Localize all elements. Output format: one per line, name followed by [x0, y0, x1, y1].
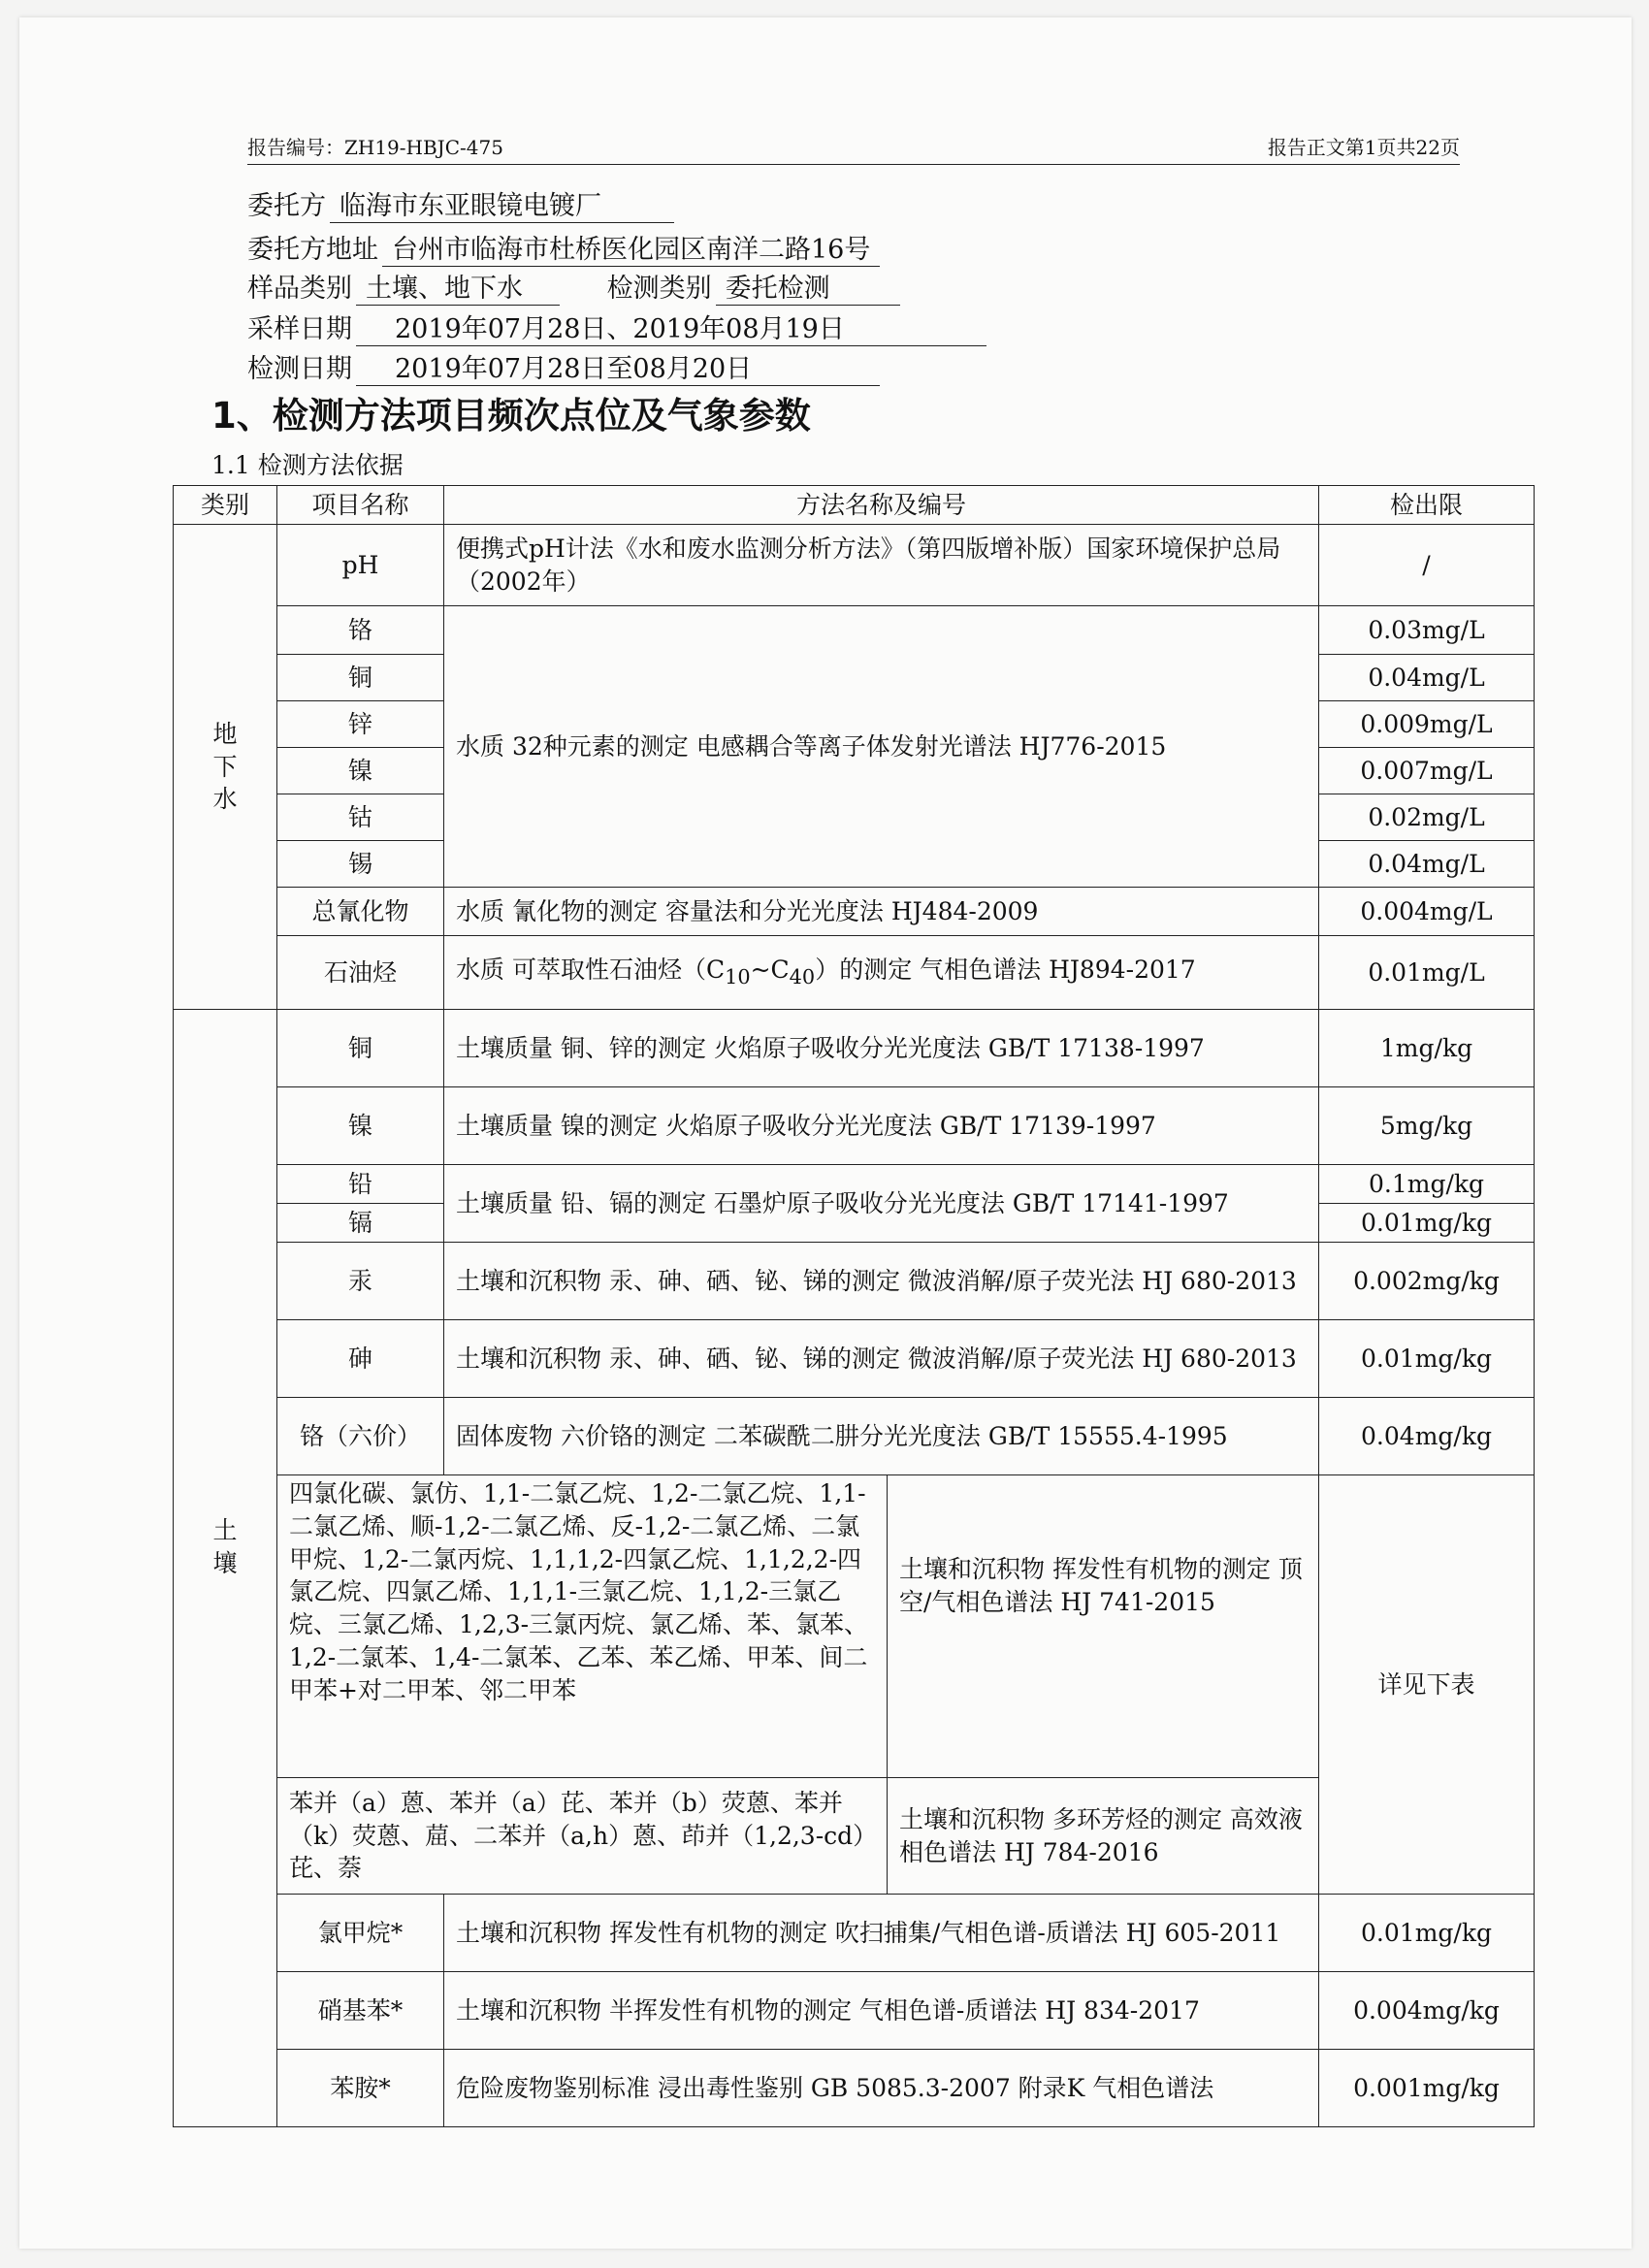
- category-soil: [174, 1010, 277, 2127]
- table-row: [174, 1895, 1535, 1972]
- table-row: [174, 1165, 1535, 1204]
- test-date-line: [247, 347, 880, 386]
- method-cell: 水质 氰化物的测定 容量法和分光光度法 HJ484-2009: [444, 888, 1319, 936]
- item-cell: 汞: [277, 1243, 444, 1320]
- header-item: 项目名称: [277, 486, 444, 525]
- table-row: [174, 1475, 1535, 1778]
- item-cell: 铬（六价）: [277, 1398, 444, 1475]
- limit-cell: 0.004mg/L: [1319, 888, 1535, 936]
- method-cell: [444, 936, 1319, 1010]
- item-cell: 石油烃: [277, 936, 444, 1010]
- item-cell: 钴: [277, 794, 444, 841]
- limit-cell: 0.01mg/kg: [1319, 1895, 1535, 1972]
- section-title: 1、检测方法项目频次点位及气象参数: [211, 395, 811, 437]
- limit-cell: 5mg/kg: [1319, 1087, 1535, 1165]
- category-soil-label: 土壤: [212, 1516, 238, 1577]
- pah-method-cell: 土壤和沉积物 多环芳烃的测定 高效液相色谱法 HJ 784-2016: [888, 1778, 1319, 1895]
- limit-cell: 0.009mg/L: [1319, 701, 1535, 748]
- table-row: [174, 1010, 1535, 1087]
- method-cell: 土壤质量 镍的测定 火焰原子吸收分光光度法 GB/T 17139-1997: [444, 1087, 1319, 1165]
- see-below-cell: 详见下表: [1319, 1475, 1535, 1895]
- item-cell: 硝基苯*: [277, 1972, 444, 2050]
- table-row: [174, 1320, 1535, 1398]
- method-table: [173, 485, 1535, 2127]
- limit-cell: 0.04mg/kg: [1319, 1398, 1535, 1475]
- limit-cell: 0.04mg/L: [1319, 841, 1535, 888]
- limit-cell: 0.001mg/kg: [1319, 2050, 1535, 2127]
- category-groundwater-label: 地下水: [212, 719, 238, 814]
- item-cell: 铬: [277, 606, 444, 655]
- method-text: 水质 可萃取性石油烃（C: [456, 956, 726, 985]
- method-cell-pb-cd: 土壤质量 铅、镉的测定 石墨炉原子吸收分光光度法 GB/T 17141-1997: [444, 1165, 1319, 1243]
- table-row: [174, 606, 1535, 655]
- limit-cell: /: [1319, 525, 1535, 606]
- limit-cell: 0.02mg/L: [1319, 794, 1535, 841]
- item-cell: 镍: [277, 748, 444, 794]
- subtitle: 1.1 检测方法依据: [211, 451, 404, 479]
- page-info: 报告正文第1页共22页: [1267, 136, 1460, 159]
- limit-cell: 0.002mg/kg: [1319, 1243, 1535, 1320]
- item-cell: 锌: [277, 701, 444, 748]
- limit-cell: 0.04mg/L: [1319, 655, 1535, 701]
- test-type-label: 检测类别: [606, 274, 712, 304]
- item-cell: 铜: [277, 655, 444, 701]
- method-cell: 土壤和沉积物 半挥发性有机物的测定 气相色谱-质谱法 HJ 834-2017: [444, 1972, 1319, 2050]
- table-row: [174, 1398, 1535, 1475]
- limit-cell: 0.004mg/kg: [1319, 1972, 1535, 2050]
- test-date-label: 检测日期: [247, 354, 352, 384]
- method-cell-metals: 水质 32种元素的测定 电感耦合等离子体发射光谱法 HJ776-2015: [444, 606, 1319, 888]
- test-date-value: 2019年07月28日至08月20日: [356, 347, 880, 386]
- method-cell: 土壤和沉积物 汞、砷、硒、铋、锑的测定 微波消解/原子荧光法 HJ 680-2013: [444, 1243, 1319, 1320]
- table-row: [174, 936, 1535, 1010]
- address-value: 台州市临海市杜桥医化园区南洋二路16号: [382, 228, 880, 267]
- item-cell: 铜: [277, 1010, 444, 1087]
- table-row: [174, 1243, 1535, 1320]
- limit-cell: 0.1mg/kg: [1319, 1165, 1535, 1204]
- item-cell: 铅: [277, 1165, 444, 1204]
- item-cell: 镍: [277, 1087, 444, 1165]
- limit-cell: 0.01mg/kg: [1319, 1320, 1535, 1398]
- method-cell: 土壤和沉积物 挥发性有机物的测定 吹扫捕集/气相色谱-质谱法 HJ 605-2011: [444, 1895, 1319, 1972]
- limit-cell: 0.007mg/L: [1319, 748, 1535, 794]
- pah-items-cell: 苯并（a）蒽、苯并（a）芘、苯并（b）荧蒽、苯并（k）荧蒽、䓛、二苯并（a,h）蒽、茚并（1,2,3-cd）芘、萘: [277, 1778, 888, 1895]
- item-cell: pH: [277, 525, 444, 606]
- sampling-date-label: 采样日期: [247, 314, 352, 344]
- client-value: 临海市东亚眼镜电镀厂: [330, 184, 674, 223]
- table-header-row: [174, 486, 1535, 525]
- header-limit: 检出限: [1319, 486, 1535, 525]
- method-cell: 土壤和沉积物 汞、砷、硒、铋、锑的测定 微波消解/原子荧光法 HJ 680-2013: [444, 1320, 1319, 1398]
- method-cell: 危险废物鉴别标准 浸出毒性鉴别 GB 5085.3-2007 附录K 气相色谱法: [444, 2050, 1319, 2127]
- voc-items-cell: 四氯化碳、氯仿、1,1-二氯乙烷、1,2-二氯乙烷、1,1-二氯乙烯、顺-1,2-二氯乙烯、反-1,2-二氯乙烯、二氯甲烷、1,2-二氯丙烷、1,1,1,2-四氯乙烷、1,1,2,2-四氯乙烷、四氯乙烯、1,1,1-三氯乙烷、1,1,2-三氯乙烷、三氯乙烯、1,2,3-三氯丙烷、氯乙烯、苯、氯苯、1,2-二氯苯、1,4-二氯苯、乙苯、苯乙烯、甲苯、间二甲苯+对二甲苯、邻二甲苯: [277, 1475, 888, 1778]
- item-cell: 镉: [277, 1204, 444, 1243]
- client-label: 委托方: [247, 191, 326, 221]
- category-groundwater: [174, 525, 277, 1010]
- table-row: [174, 888, 1535, 936]
- item-cell: 锡: [277, 841, 444, 888]
- method-subscript: 40: [789, 965, 816, 989]
- limit-cell: 1mg/kg: [1319, 1010, 1535, 1087]
- address-line: [247, 228, 880, 267]
- header-category: 类别: [174, 486, 277, 525]
- method-text: ）的测定 气相色谱法 HJ894-2017: [815, 956, 1196, 985]
- limit-cell: 0.01mg/kg: [1319, 1204, 1535, 1243]
- table-row: [174, 1087, 1535, 1165]
- table-row: [174, 2050, 1535, 2127]
- item-cell: 砷: [277, 1320, 444, 1398]
- limit-cell: 0.03mg/L: [1319, 606, 1535, 655]
- client-line: [247, 184, 674, 223]
- limit-cell: 0.01mg/L: [1319, 936, 1535, 1010]
- report-header: [247, 131, 1460, 165]
- method-subscript: 10: [725, 965, 751, 989]
- table-row: [174, 1972, 1535, 2050]
- method-text: ~C: [750, 956, 790, 985]
- method-cell: 土壤质量 铜、锌的测定 火焰原子吸收分光光度法 GB/T 17138-1997: [444, 1010, 1319, 1087]
- sampling-date-line: [247, 308, 986, 346]
- method-cell: 固体废物 六价铬的测定 二苯碳酰二肼分光光度法 GB/T 15555.4-1995: [444, 1398, 1319, 1475]
- sample-type-label: 样品类别: [247, 274, 352, 304]
- header-method: 方法名称及编号: [444, 486, 1319, 525]
- item-cell: 总氰化物: [277, 888, 444, 936]
- item-cell: 氯甲烷*: [277, 1895, 444, 1972]
- item-cell: 苯胺*: [277, 2050, 444, 2127]
- test-type-value: 委托检测: [716, 267, 900, 306]
- voc-method-cell: 土壤和沉积物 挥发性有机物的测定 顶空/气相色谱法 HJ 741-2015: [888, 1475, 1319, 1778]
- sample-type-line: [247, 267, 900, 306]
- sampling-date-value: 2019年07月28日、2019年08月19日: [356, 308, 986, 346]
- table-row: [174, 525, 1535, 606]
- method-cell: 便携式pH计法《水和废水监测分析方法》（第四版增补版）国家环境保护总局（2002年）: [444, 525, 1319, 606]
- sample-type-value: 土壤、地下水: [356, 267, 560, 306]
- report-number: 报告编号：ZH19-HBJC-475: [247, 136, 503, 159]
- address-label: 委托方地址: [247, 235, 378, 265]
